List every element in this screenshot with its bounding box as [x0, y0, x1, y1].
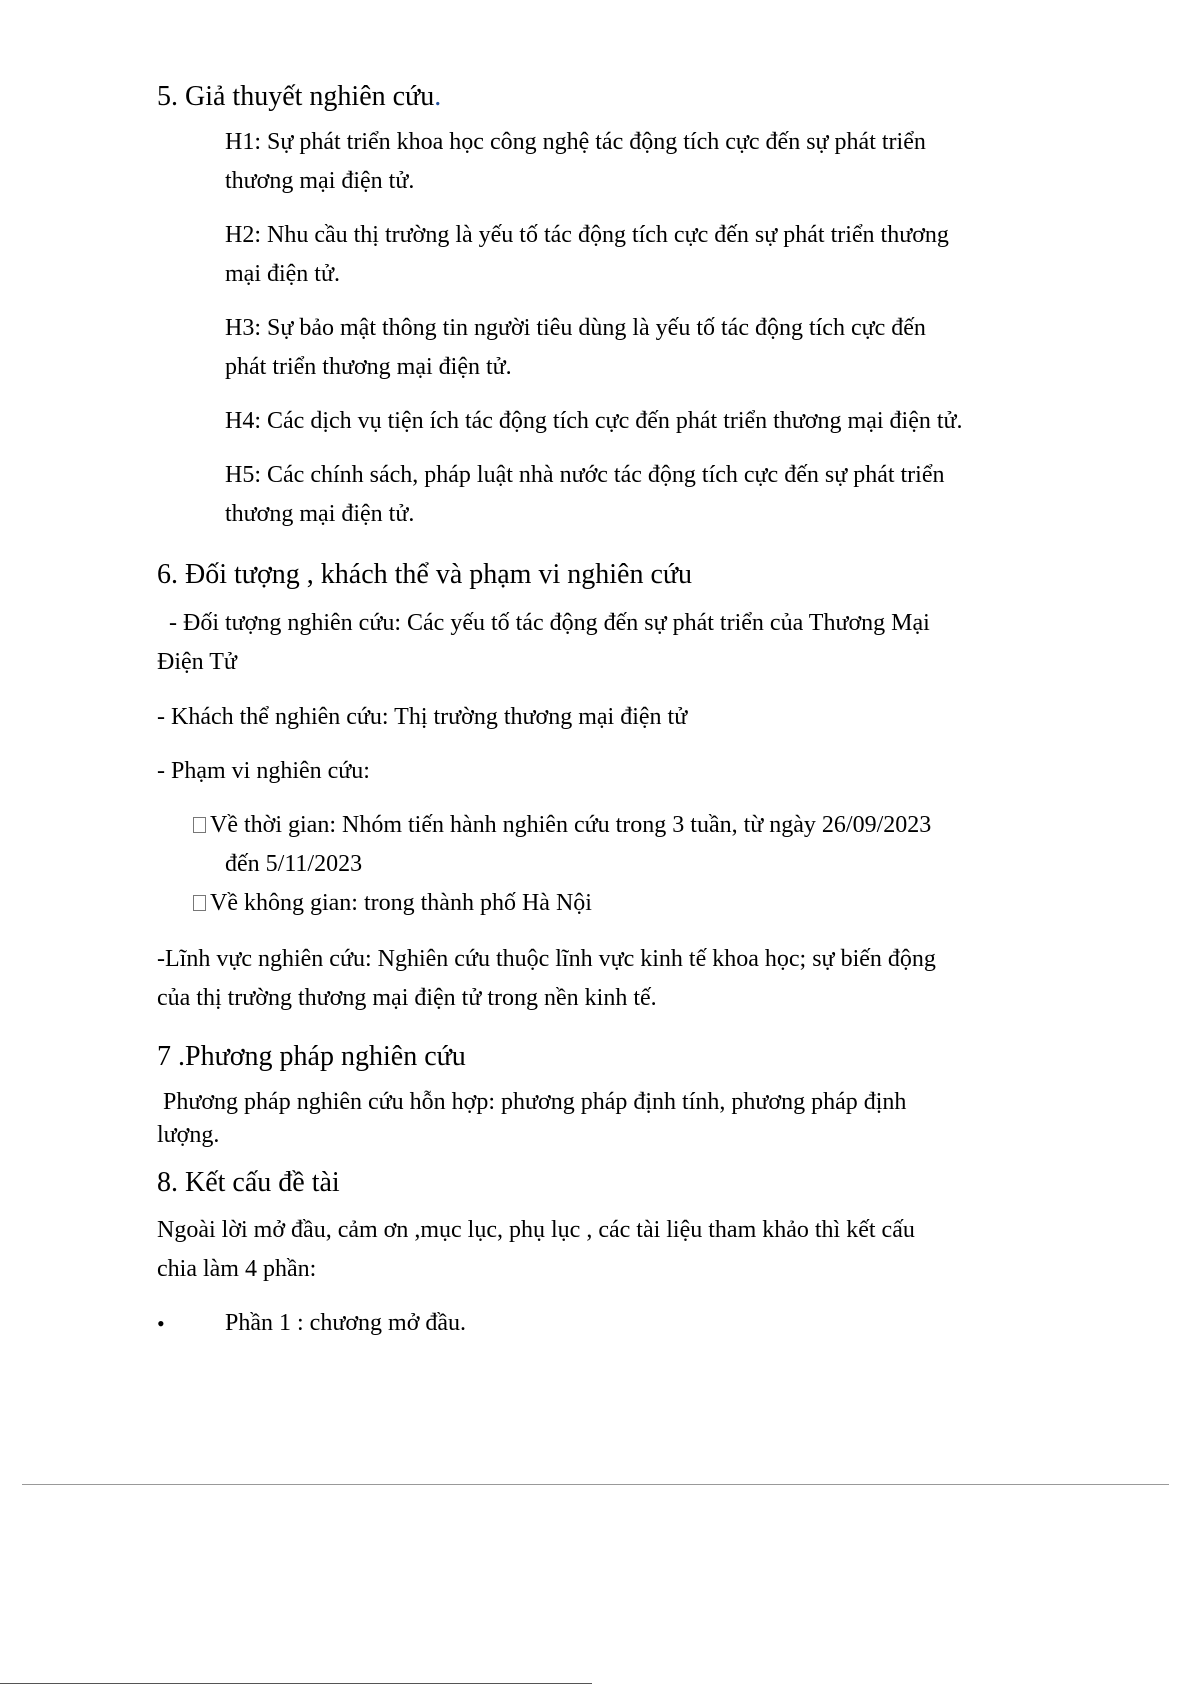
section-7-heading: 7 .Phương pháp nghiên cứu — [157, 1041, 466, 1072]
research-object-line1: - Đối tượng nghiên cứu: Các yếu tố tác động đến sự phát triển của Thương Mại — [157, 610, 930, 636]
hypothesis-h3-line2: phát triển thương mại điện tử. — [225, 354, 512, 380]
checkbox-square-icon — [193, 817, 206, 833]
section-5-title: 5. Giả thuyết nghiên cứu — [157, 81, 435, 112]
research-field-line2: của thị trường thương mại điện tử trong nền kinh tế. — [157, 985, 657, 1011]
research-scope-label: - Phạm vi nghiên cứu: — [157, 758, 370, 784]
scope-item-time-line1: Về thời gian: Nhóm tiến hành nghiên cứu trong 3 tuần, từ ngày 26/09/2023 — [210, 812, 932, 838]
research-object-line2: Điện Tử — [157, 649, 237, 675]
hypothesis-h1-line1: H1: Sự phát triển khoa học công nghệ tác động tích cực đến sự phát triển — [225, 129, 926, 155]
hypothesis-h5-line1: H5: Các chính sách, pháp luật nhà nước tác động tích cực đến sự phát triển — [225, 462, 945, 488]
footnote-divider — [0, 1683, 592, 1684]
hypothesis-h5-line2: thương mại điện tử. — [225, 501, 415, 527]
hypothesis-h4-line1: H4: Các dịch vụ tiện ích tác động tích cực đến phát triển thương mại điện tử. — [225, 408, 963, 434]
section-5-title-dot: . — [434, 81, 442, 112]
hypothesis-h1-line2: thương mại điện tử. — [225, 168, 415, 194]
scope-item-space-line1: Về không gian: trong thành phố Hà Nội — [210, 890, 592, 916]
section-6-heading: 6. Đối tượng , khách thể và phạm vi nghiên cứu — [157, 559, 693, 590]
research-subject: - Khách thể nghiên cứu: Thị trường thương mại điện tử — [157, 704, 688, 730]
page-divider — [22, 1484, 1169, 1485]
section-8-intro-line2: chia làm 4 phần: — [157, 1256, 317, 1282]
scope-item-space — [193, 884, 592, 923]
hypothesis-h3-line1: H3: Sự bảo mật thông tin người tiêu dùng là yếu tố tác động tích cực đến — [225, 315, 926, 341]
section-8-item: Phần 1 : chương mở đầu. — [225, 1310, 467, 1336]
bullet-icon: • — [157, 1311, 165, 1336]
section-8-heading: 8. Kết cấu đề tài — [157, 1167, 340, 1198]
section-7-line1: Phương pháp nghiên cứu hỗn hợp: phương pháp định tính, phương pháp định — [157, 1089, 907, 1115]
section-5-heading — [157, 80, 441, 114]
section-7-line2: lượng. — [157, 1122, 220, 1148]
section-8-intro-line1: Ngoài lời mở đầu, cảm ơn ,mục lục, phụ lục , các tài liệu tham khảo thì kết cấu — [157, 1217, 915, 1243]
checkbox-square-icon — [193, 895, 206, 911]
research-field-line1: -Lĩnh vực nghiên cứu: Nghiên cứu thuộc lĩnh vực kinh tế khoa học; sự biến động — [157, 946, 936, 972]
hypothesis-h2-line2: mại điện tử. — [225, 261, 340, 287]
scope-item-time-line2: đến 5/11/2023 — [225, 851, 363, 877]
scope-item-time — [193, 806, 931, 845]
hypothesis-h2-line1: H2: Nhu cầu thị trường là yếu tố tác động tích cực đến sự phát triển thương — [225, 222, 949, 248]
